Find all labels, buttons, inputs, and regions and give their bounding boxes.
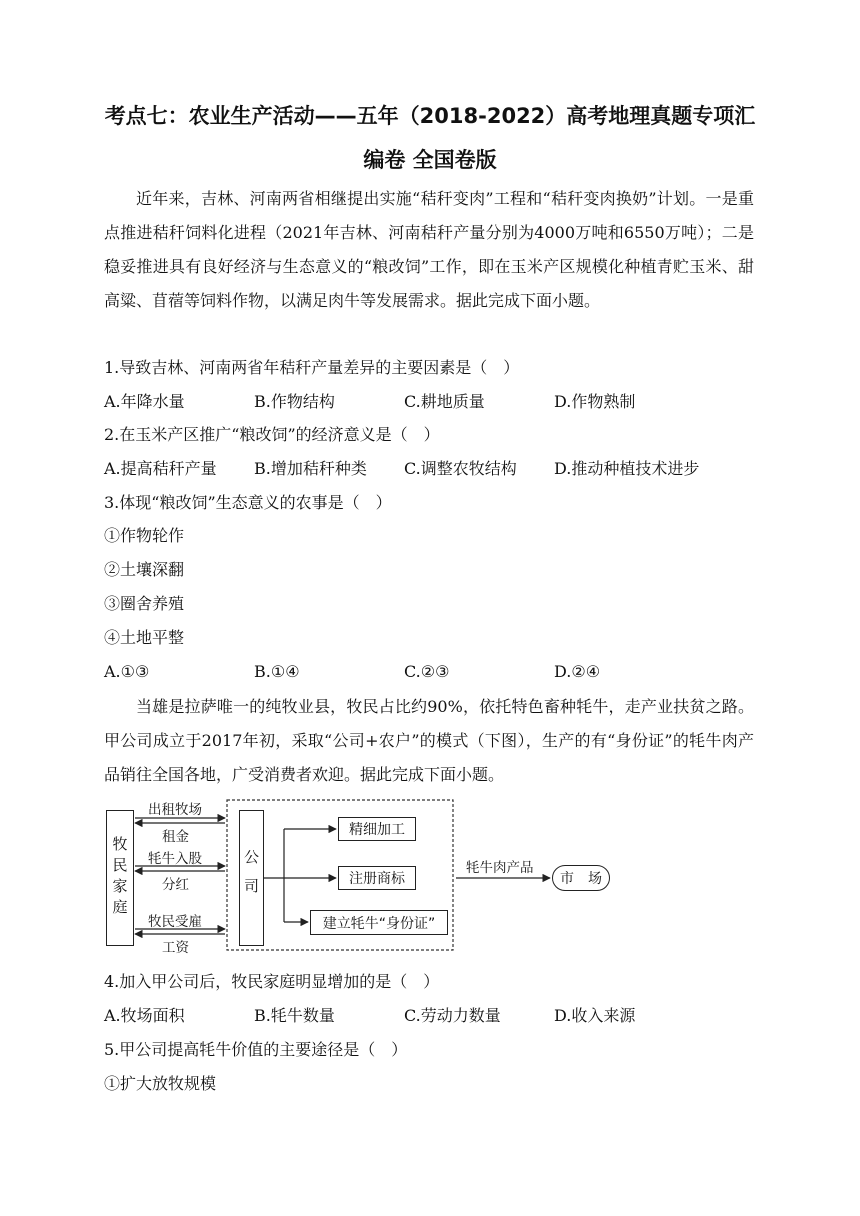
document-title-line2: 编卷 全国卷版 [363, 148, 497, 172]
q5-item-1: ①扩大放牧规模 [104, 1074, 217, 1093]
flow-label-wages: 工资 [162, 940, 189, 956]
company-box [239, 810, 264, 946]
action-yak-id-label: 建立牦牛“身份证” [322, 915, 436, 932]
q3-item-3: ③圈舍养殖 [104, 594, 185, 613]
q3-option-b: B.①④ [254, 662, 300, 681]
action-register-trademark-label: 注册商标 [349, 871, 405, 887]
q4-option-b: B.牦牛数量 [254, 1006, 335, 1025]
question-2-stem: 2.在玉米产区推广“粮改饲”的经济意义是（ ） [104, 425, 440, 444]
q2-option-d: D.推动种植技术进步 [554, 459, 700, 478]
q4-option-d: D.收入来源 [554, 1006, 636, 1025]
action-fine-processing [338, 817, 416, 841]
q2-option-b: B.增加秸秆种类 [254, 459, 367, 478]
product-label: 牦牛肉产品 [466, 860, 534, 876]
q2-option-a: A.提高秸秆产量 [104, 459, 217, 478]
q3-item-4: ④土地平整 [104, 628, 185, 647]
flow-label-rent-payment: 租金 [162, 829, 189, 845]
passage-1: 近年来，吉林、河南两省相继提出实施“秸秆变肉”工程和“秸秆变肉换奶”计划。一是重点推进秸秆饲料化进程（2021年吉林、河南秸秆产量分别为4000万吨和6550万吨）；二是稳妥推进具有良好经济与生态意义的“粮改饲”工作，即在玉米产区规模化种植青贮玉米、甜高粱、苜蓿等饲料作物，以满足肉牛等发展需求。据此完成下面小题。 [104, 189, 754, 310]
flow-label-rent-pasture: 出租牧场 [148, 802, 202, 818]
flow-label-dividend: 分红 [162, 877, 189, 893]
q2-option-c: C.调整农牧结构 [404, 459, 517, 478]
market-box [552, 865, 610, 891]
q1-option-a: A.年降水量 [104, 392, 185, 411]
question-5-stem: 5.甲公司提高牦牛价值的主要途径是（ ） [104, 1040, 408, 1059]
action-fine-processing-label: 精细加工 [349, 822, 405, 838]
q1-option-c: C.耕地质量 [404, 392, 485, 411]
question-4-stem: 4.加入甲公司后，牧民家庭明显增加的是（ ） [104, 972, 440, 991]
document-title-line1: 考点七：农业生产活动——五年（2018-2022）高考地理真题专项汇 [104, 104, 756, 128]
q4-option-c: C.劳动力数量 [404, 1006, 501, 1025]
q3-option-a: A.①③ [104, 662, 150, 681]
herder-family-label: 牧民家庭 [110, 836, 129, 920]
question-1-stem: 1.导致吉林、河南两省年秸秆产量差异的主要因素是（ ） [104, 358, 520, 377]
flow-label-yak-shares: 牦牛入股 [148, 851, 202, 867]
q3-option-c: C.②③ [404, 662, 450, 681]
question-3-stem: 3.体现“粮改饲”生态意义的农事是（ ） [104, 493, 392, 512]
action-register-trademark [338, 866, 416, 890]
herder-family-box [106, 810, 134, 946]
q4-option-a: A.牧场面积 [104, 1006, 185, 1025]
flow-label-herder-employed: 牧民受雇 [148, 914, 202, 930]
action-yak-id [310, 910, 448, 935]
q3-item-1: ①作物轮作 [104, 526, 185, 545]
passage-2: 当雄是拉萨唯一的纯牧业县，牧民占比约90%，依托特色畜种牦牛，走产业扶贫之路。甲公司成立于2017年初，采取“公司+农户”的模式（下图），生产的有“身份证”的牦牛肉产品销往全国各地，广受消费者欢迎。据此完成下面小题。 [104, 697, 754, 784]
company-label: 公司 [242, 849, 260, 907]
q3-item-2: ②土壤深翻 [104, 560, 185, 579]
q1-option-b: B.作物结构 [254, 392, 335, 411]
q3-option-d: D.②④ [554, 662, 601, 681]
q1-option-d: D.作物熟制 [554, 392, 636, 411]
company-farmer-diagram [104, 796, 624, 954]
market-label: 市 场 [560, 871, 602, 887]
